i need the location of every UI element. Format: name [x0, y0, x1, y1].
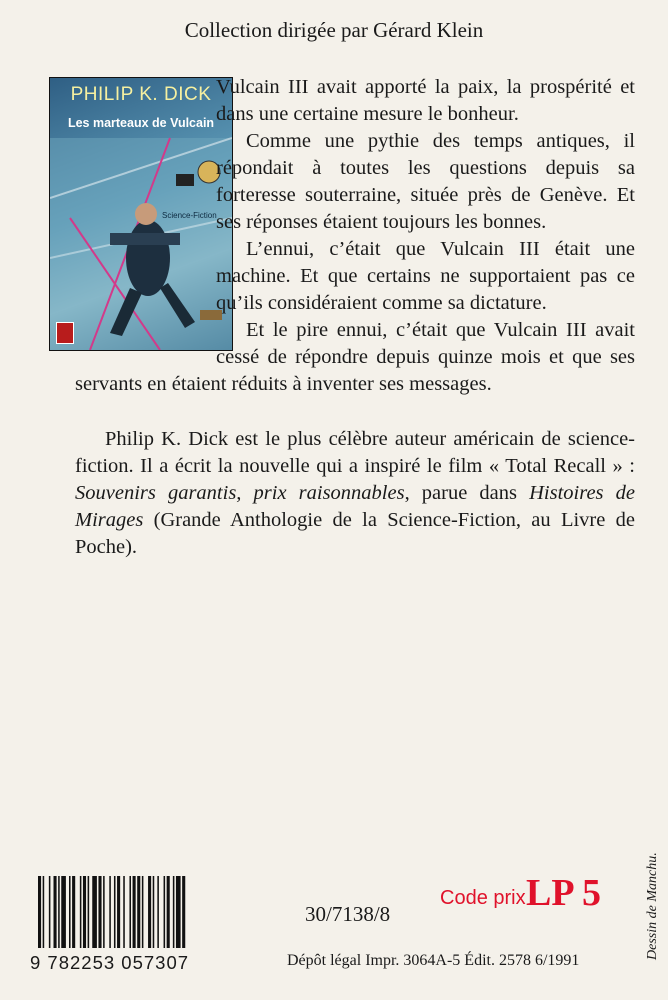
cover-author: PHILIP K. DICK	[70, 84, 212, 105]
price-code-label: Code prix	[440, 887, 526, 909]
collection-header: Collection dirigée par Gérard Klein	[184, 18, 484, 42]
back-cover-text	[75, 74, 635, 561]
blurb-paragraph-4: Et le pire ennui, c’était que Vulcain III avait cessé de répondre depuis quinze mois et que ses servants en étaient réduits à inventer ses messages.	[75, 319, 635, 395]
blurb-paragraph-1: Vulcain III avait apporté la paix, la prospérité et dans une certaine mesure le bonheur.	[216, 76, 635, 125]
barcode-digits: 9 782253 057307	[30, 952, 190, 973]
author-note: Philip K. Dick est le plus célèbre auteur américain de science-fiction. Il a écrit la nouvelle qui a inspiré le film « Total Recall » : Souvenirs garantis, prix raisonnables, parue dans Histoires de Mirages (Grande Anthologie de la Science-Fiction, au Livre de Poche).	[75, 428, 635, 558]
anthology-title: Histoires de Mirages	[75, 482, 635, 531]
cover-series-label: Science-Fiction	[162, 211, 217, 220]
cover-title: Les marteaux de Vulcain	[67, 116, 215, 130]
blurb-paragraph-3: L’ennui, c’était que Vulcain III était une machine. Et que certains ne supportaient pas ce qu’ils considéraient comme sa dictature.	[216, 238, 635, 314]
price-code-value: LP 5	[526, 872, 601, 914]
story-title: Souvenirs garantis, prix raisonnables	[75, 482, 405, 504]
barcode	[38, 876, 228, 948]
cover-art-credit: Dessin de Manchu.	[645, 852, 660, 960]
isbn-code: 30/7138/8	[305, 902, 391, 926]
legal-deposit: Dépôt légal Impr. 3064A-5 Édit. 2578 6/1991	[287, 952, 580, 969]
blurb-paragraph-2: Comme une pythie des temps antiques, il répondait à toutes les questions depuis sa forteresse souterraine, située près de Genève. Et ses réponses étaient toujours les bonnes.	[216, 130, 635, 233]
